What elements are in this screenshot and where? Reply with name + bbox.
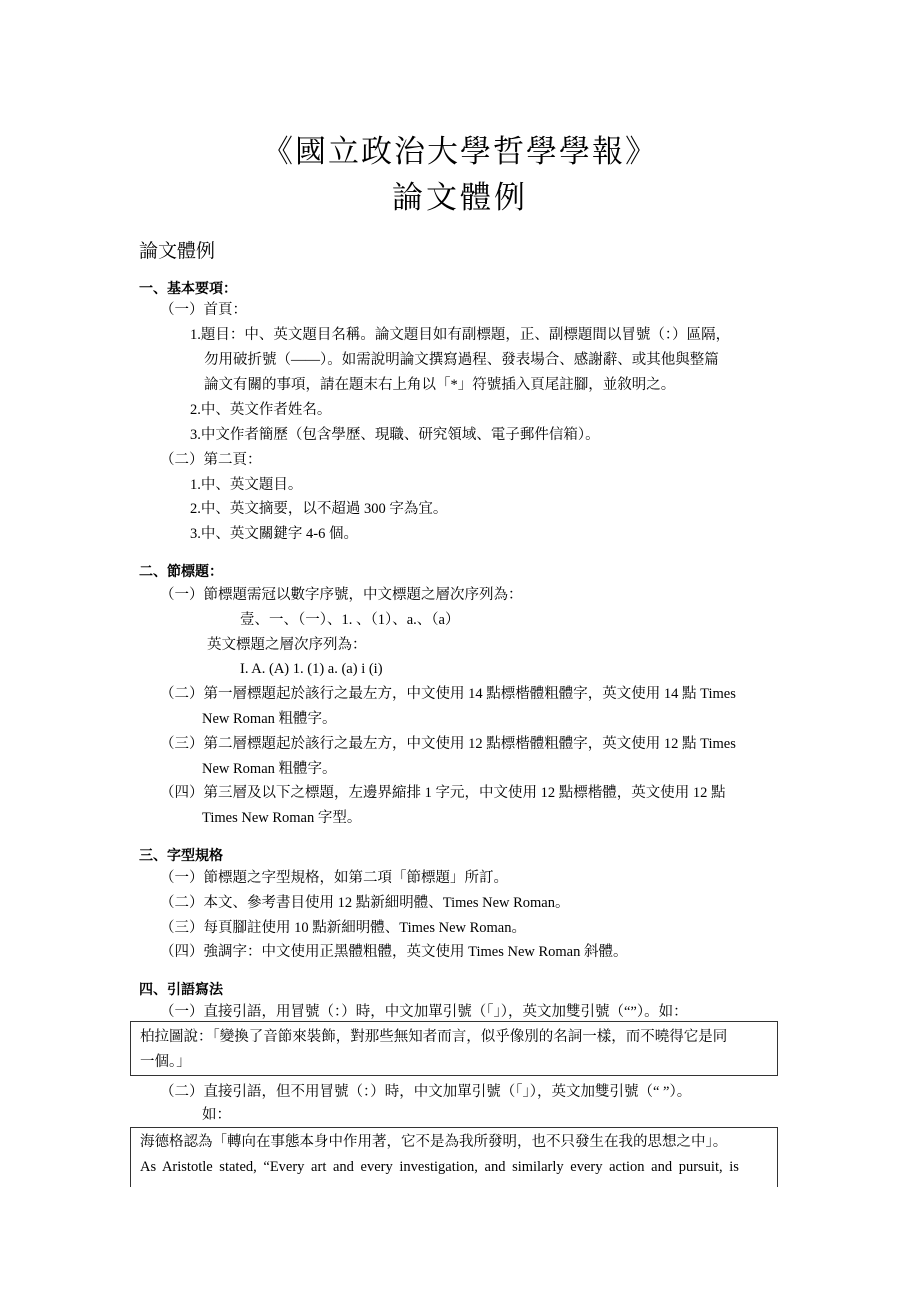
quotation-example-box bbox=[130, 1127, 778, 1187]
list-item-line: 2.中、英文摘要，以不超過 300 字為宜。 bbox=[190, 501, 448, 517]
item-label: （一）首頁： bbox=[160, 302, 247, 318]
list-item-line: 如： bbox=[202, 1107, 231, 1123]
list-item-line: 3.中文作者簡歷（包含學歷、現職、研究領域、電子郵件信箱）。 bbox=[190, 427, 600, 443]
chinese-sequence: 壹、一、（一）、1. 、（1）、a.、（a） bbox=[240, 612, 460, 628]
list-item-line: （二）第一層標題起於該行之最左方，中文使用 14 點標楷體粗體字，英文使用 14 點 Times bbox=[160, 686, 736, 702]
list-item-line: （二）本文、參考書目使用 12 點新細明體、Times New Roman。 bbox=[160, 895, 570, 911]
english-sequence-label: 英文標題之層次序列為： bbox=[207, 637, 367, 653]
section-heading-basic: 一、基本要項： bbox=[139, 281, 237, 297]
section-heading-quotations: 四、引語寫法 bbox=[139, 982, 223, 998]
quotation-example-box bbox=[130, 1021, 778, 1076]
list-item-line: New Roman 粗體字。 bbox=[202, 711, 337, 727]
quotation-line: As Aristotle stated, “Every art and every investigation, and similarly every action and pursuit, is bbox=[140, 1159, 739, 1175]
journal-title: 《國立政治大學哲學學報》 bbox=[262, 134, 658, 170]
document-heading: 論文體例 bbox=[139, 240, 216, 262]
list-item-line: Times New Roman 字型。 bbox=[202, 810, 362, 826]
list-item-line: 論文有關的事項，請在題末右上角以「*」符號插入頁尾註腳，並敘明之。 bbox=[204, 377, 676, 393]
section-heading-headings: 二、節標題： bbox=[139, 564, 223, 580]
english-sequence: I. A. (A) 1. (1) a. (a) i (i) bbox=[240, 661, 383, 677]
quotation-line: 一個。」 bbox=[140, 1054, 191, 1070]
list-item-line: 1.題目：中、英文題目名稱。論文題目如有副標題，正、副標題間以冒號（：）區隔， bbox=[190, 327, 731, 343]
list-item-line: New Roman 粗體字。 bbox=[202, 761, 337, 777]
list-item-line: （三）第二層標題起於該行之最左方，中文使用 12 點標楷體粗體字，英文使用 12 點 Times bbox=[160, 736, 736, 752]
quotation-line: 柏拉圖說：「變換了音節來裝飾，對那些無知者而言，似乎像別的名詞一樣，而不曉得它是同 bbox=[140, 1029, 728, 1045]
item-label: （二）第二頁： bbox=[160, 452, 262, 468]
list-item-line: （一）節標題需冠以數字序號，中文標題之層次序列為： bbox=[160, 587, 523, 603]
quotation-line: 海德格認為「轉向在事態本身中作用著，它不是為我所發明，也不只發生在我的思想之中」。 bbox=[140, 1134, 728, 1150]
list-item-line: 2.中、英文作者姓名。 bbox=[190, 402, 332, 418]
document-subtitle: 論文體例 bbox=[392, 180, 528, 216]
list-item-line: （四）強調字：中文使用正黑體粗體，英文使用 Times New Roman 斜體。 bbox=[160, 944, 628, 960]
list-item-line: （二）直接引語，但不用冒號（：）時，中文加單引號（「」），英文加雙引號（“ ”）。 bbox=[160, 1084, 692, 1100]
section-heading-fonts: 三、字型規格 bbox=[139, 848, 223, 864]
list-item-line: （一）直接引語，用冒號（：）時，中文加單引號（「」），英文加雙引號（“”）。如： bbox=[160, 1004, 688, 1020]
list-item-line: （一）節標題之字型規格，如第二項「節標題」所訂。 bbox=[160, 870, 508, 886]
list-item-line: 1.中、英文題目。 bbox=[190, 477, 303, 493]
list-item-line: （四）第三層及以下之標題，左邊界縮排 1 字元，中文使用 12 點標楷體，英文使用 12 點 bbox=[160, 785, 726, 801]
list-item-line: （三）每頁腳註使用 10 點新細明體、Times New Roman。 bbox=[160, 920, 526, 936]
list-item-line: 3.中、英文關鍵字 4-6 個。 bbox=[190, 526, 358, 542]
list-item-line: 勿用破折號（——）。如需說明論文撰寫過程、發表場合、感謝辭、或其他與整篇 bbox=[204, 352, 719, 368]
